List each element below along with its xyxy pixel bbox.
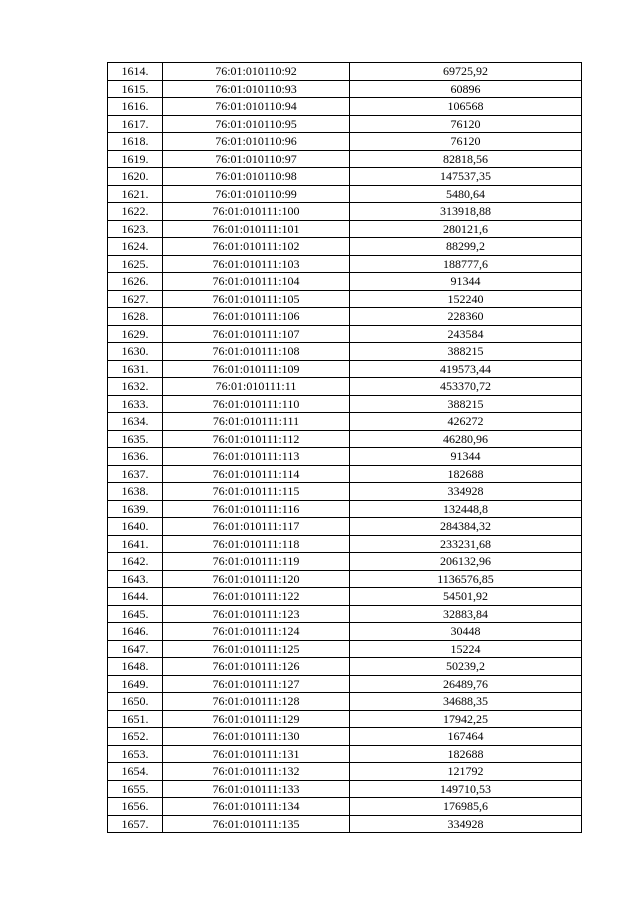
cadastral-value-cell: 82818,56 — [350, 150, 582, 168]
table-row — [108, 535, 582, 553]
table-body — [108, 63, 582, 833]
cadastral-value-cell: 284384,32 — [350, 518, 582, 536]
cadastral-value-cell: 176985,6 — [350, 798, 582, 816]
table-row — [108, 588, 582, 606]
cadastral-value-cell: 91344 — [350, 273, 582, 291]
table-row — [108, 430, 582, 448]
table-row — [108, 378, 582, 396]
table-row — [108, 395, 582, 413]
row-number-cell: 1630. — [108, 343, 163, 361]
cadastral-number-cell: 76:01:010111:112 — [163, 430, 350, 448]
table-row — [108, 203, 582, 221]
cadastral-value-cell: 91344 — [350, 448, 582, 466]
cadastral-number-cell: 76:01:010111:132 — [163, 763, 350, 781]
row-number-cell: 1646. — [108, 623, 163, 641]
table-row — [108, 80, 582, 98]
cadastral-value-cell: 17942,25 — [350, 710, 582, 728]
row-number-cell: 1638. — [108, 483, 163, 501]
cadastral-value-cell: 388215 — [350, 395, 582, 413]
cadastral-number-cell: 76:01:010111:107 — [163, 325, 350, 343]
row-number-cell: 1635. — [108, 430, 163, 448]
row-number-cell: 1649. — [108, 675, 163, 693]
table-row — [108, 658, 582, 676]
table-row — [108, 273, 582, 291]
cadastral-number-cell: 76:01:010111:123 — [163, 605, 350, 623]
row-number-cell: 1641. — [108, 535, 163, 553]
cadastral-number-cell: 76:01:010111:119 — [163, 553, 350, 571]
row-number-cell: 1621. — [108, 185, 163, 203]
table-row — [108, 255, 582, 273]
cadastral-value-cell: 149710,53 — [350, 780, 582, 798]
cadastral-value-cell: 132448,8 — [350, 500, 582, 518]
table-row — [108, 570, 582, 588]
cadastral-number-cell: 76:01:010110:94 — [163, 98, 350, 116]
table-row — [108, 343, 582, 361]
cadastral-value-cell: 313918,88 — [350, 203, 582, 221]
table-row — [108, 115, 582, 133]
cadastral-number-cell: 76:01:010111:113 — [163, 448, 350, 466]
table-row — [108, 220, 582, 238]
cadastral-value-cell: 182688 — [350, 745, 582, 763]
row-number-cell: 1656. — [108, 798, 163, 816]
cadastral-value-cell: 15224 — [350, 640, 582, 658]
cadastral-value-cell: 69725,92 — [350, 63, 582, 81]
row-number-cell: 1615. — [108, 80, 163, 98]
cadastral-value-cell: 388215 — [350, 343, 582, 361]
table-row — [108, 308, 582, 326]
cadastral-number-cell: 76:01:010111:125 — [163, 640, 350, 658]
row-number-cell: 1645. — [108, 605, 163, 623]
table-row — [108, 728, 582, 746]
row-number-cell: 1637. — [108, 465, 163, 483]
row-number-cell: 1622. — [108, 203, 163, 221]
row-number-cell: 1617. — [108, 115, 163, 133]
row-number-cell: 1631. — [108, 360, 163, 378]
cadastral-number-cell: 76:01:010111:117 — [163, 518, 350, 536]
table-row — [108, 780, 582, 798]
cadastral-value-cell: 46280,96 — [350, 430, 582, 448]
row-number-cell: 1618. — [108, 133, 163, 151]
cadastral-value-cell: 34688,35 — [350, 693, 582, 711]
cadastral-number-cell: 76:01:010111:109 — [163, 360, 350, 378]
table-row — [108, 798, 582, 816]
cadastral-value-cell: 233231,68 — [350, 535, 582, 553]
cadastral-number-cell: 76:01:010111:135 — [163, 815, 350, 833]
cadastral-number-cell: 76:01:010111:115 — [163, 483, 350, 501]
cadastral-value-cell: 88299,2 — [350, 238, 582, 256]
table-row — [108, 675, 582, 693]
cadastral-number-cell: 76:01:010110:99 — [163, 185, 350, 203]
cadastral-value-cell: 60896 — [350, 80, 582, 98]
cadastral-number-cell: 76:01:010111:133 — [163, 780, 350, 798]
row-number-cell: 1620. — [108, 168, 163, 186]
cadastral-value-cell: 152240 — [350, 290, 582, 308]
table-row — [108, 483, 582, 501]
cadastral-value-cell: 243584 — [350, 325, 582, 343]
cadastral-number-cell: 76:01:010111:129 — [163, 710, 350, 728]
table-row — [108, 413, 582, 431]
cadastral-number-cell: 76:01:010111:128 — [163, 693, 350, 711]
cadastral-value-cell: 280121,6 — [350, 220, 582, 238]
cadastral-number-cell: 76:01:010111:122 — [163, 588, 350, 606]
table-row — [108, 448, 582, 466]
cadastral-number-cell: 76:01:010111:11 — [163, 378, 350, 396]
cadastral-number-cell: 76:01:010111:103 — [163, 255, 350, 273]
cadastral-number-cell: 76:01:010111:102 — [163, 238, 350, 256]
cadastral-number-cell: 76:01:010111:114 — [163, 465, 350, 483]
cadastral-number-cell: 76:01:010111:106 — [163, 308, 350, 326]
cadastral-number-cell: 76:01:010111:130 — [163, 728, 350, 746]
cadastral-number-cell: 76:01:010111:100 — [163, 203, 350, 221]
table-row — [108, 98, 582, 116]
table-row — [108, 553, 582, 571]
table-row — [108, 605, 582, 623]
row-number-cell: 1634. — [108, 413, 163, 431]
cadastral-number-cell: 76:01:010111:105 — [163, 290, 350, 308]
cadastral-value-cell: 167464 — [350, 728, 582, 746]
row-number-cell: 1640. — [108, 518, 163, 536]
cadastral-number-cell: 76:01:010111:131 — [163, 745, 350, 763]
row-number-cell: 1654. — [108, 763, 163, 781]
cadastral-value-cell: 188777,6 — [350, 255, 582, 273]
cadastral-number-cell: 76:01:010110:92 — [163, 63, 350, 81]
table-row — [108, 745, 582, 763]
cadastral-value-table — [107, 62, 582, 833]
cadastral-value-cell: 30448 — [350, 623, 582, 641]
table-row — [108, 290, 582, 308]
cadastral-value-cell: 5480,64 — [350, 185, 582, 203]
cadastral-number-cell: 76:01:010111:126 — [163, 658, 350, 676]
row-number-cell: 1655. — [108, 780, 163, 798]
cadastral-value-cell: 334928 — [350, 483, 582, 501]
table-row — [108, 168, 582, 186]
row-number-cell: 1624. — [108, 238, 163, 256]
table-row — [108, 360, 582, 378]
cadastral-number-cell: 76:01:010110:98 — [163, 168, 350, 186]
cadastral-value-cell: 182688 — [350, 465, 582, 483]
table-row — [108, 518, 582, 536]
table-row — [108, 150, 582, 168]
table-row — [108, 133, 582, 151]
row-number-cell: 1614. — [108, 63, 163, 81]
row-number-cell: 1642. — [108, 553, 163, 571]
cadastral-value-cell: 121792 — [350, 763, 582, 781]
row-number-cell: 1628. — [108, 308, 163, 326]
cadastral-value-cell: 76120 — [350, 133, 582, 151]
row-number-cell: 1657. — [108, 815, 163, 833]
cadastral-value-cell: 26489,76 — [350, 675, 582, 693]
cadastral-number-cell: 76:01:010111:101 — [163, 220, 350, 238]
cadastral-number-cell: 76:01:010111:134 — [163, 798, 350, 816]
row-number-cell: 1653. — [108, 745, 163, 763]
cadastral-number-cell: 76:01:010111:104 — [163, 273, 350, 291]
row-number-cell: 1625. — [108, 255, 163, 273]
cadastral-number-cell: 76:01:010111:108 — [163, 343, 350, 361]
cadastral-number-cell: 76:01:010110:96 — [163, 133, 350, 151]
row-number-cell: 1650. — [108, 693, 163, 711]
row-number-cell: 1633. — [108, 395, 163, 413]
row-number-cell: 1639. — [108, 500, 163, 518]
cadastral-value-cell: 1136576,85 — [350, 570, 582, 588]
row-number-cell: 1627. — [108, 290, 163, 308]
cadastral-number-cell: 76:01:010111:127 — [163, 675, 350, 693]
row-number-cell: 1651. — [108, 710, 163, 728]
cadastral-number-cell: 76:01:010111:116 — [163, 500, 350, 518]
cadastral-number-cell: 76:01:010111:111 — [163, 413, 350, 431]
table-row — [108, 623, 582, 641]
row-number-cell: 1647. — [108, 640, 163, 658]
row-number-cell: 1632. — [108, 378, 163, 396]
table-row — [108, 693, 582, 711]
cadastral-number-cell: 76:01:010111:118 — [163, 535, 350, 553]
table-row — [108, 710, 582, 728]
row-number-cell: 1623. — [108, 220, 163, 238]
row-number-cell: 1626. — [108, 273, 163, 291]
row-number-cell: 1643. — [108, 570, 163, 588]
row-number-cell: 1644. — [108, 588, 163, 606]
cadastral-number-cell: 76:01:010111:120 — [163, 570, 350, 588]
table-row — [108, 815, 582, 833]
table-row — [108, 763, 582, 781]
table-row — [108, 185, 582, 203]
row-number-cell: 1619. — [108, 150, 163, 168]
cadastral-value-cell: 419573,44 — [350, 360, 582, 378]
cadastral-number-cell: 76:01:010111:124 — [163, 623, 350, 641]
cadastral-value-cell: 76120 — [350, 115, 582, 133]
cadastral-value-cell: 426272 — [350, 413, 582, 431]
row-number-cell: 1616. — [108, 98, 163, 116]
table-row — [108, 465, 582, 483]
cadastral-number-cell: 76:01:010110:97 — [163, 150, 350, 168]
row-number-cell: 1636. — [108, 448, 163, 466]
cadastral-value-cell: 206132,96 — [350, 553, 582, 571]
table-row — [108, 325, 582, 343]
cadastral-number-cell: 76:01:010110:93 — [163, 80, 350, 98]
cadastral-value-cell: 228360 — [350, 308, 582, 326]
cadastral-value-cell: 54501,92 — [350, 588, 582, 606]
row-number-cell: 1648. — [108, 658, 163, 676]
row-number-cell: 1629. — [108, 325, 163, 343]
table-row — [108, 63, 582, 81]
row-number-cell: 1652. — [108, 728, 163, 746]
cadastral-value-cell: 32883,84 — [350, 605, 582, 623]
cadastral-value-cell: 50239,2 — [350, 658, 582, 676]
cadastral-number-cell: 76:01:010110:95 — [163, 115, 350, 133]
cadastral-value-cell: 147537,35 — [350, 168, 582, 186]
cadastral-value-cell: 334928 — [350, 815, 582, 833]
cadastral-value-cell: 453370,72 — [350, 378, 582, 396]
cadastral-value-cell: 106568 — [350, 98, 582, 116]
table-row — [108, 640, 582, 658]
cadastral-number-cell: 76:01:010111:110 — [163, 395, 350, 413]
table-row — [108, 238, 582, 256]
table-row — [108, 500, 582, 518]
